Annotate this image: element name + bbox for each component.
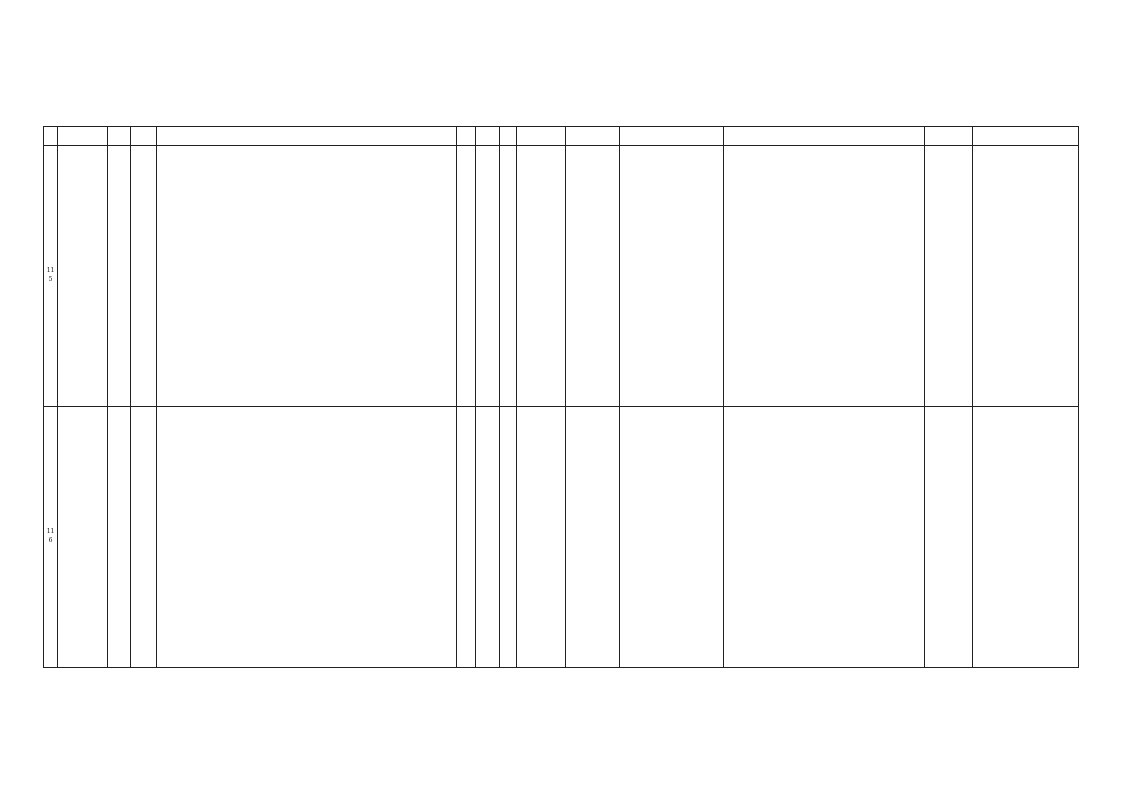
row-item-name [58, 146, 108, 407]
row-item-name [58, 407, 108, 668]
row-dept-duty [516, 146, 565, 407]
row-sub-item [108, 146, 131, 407]
row-org [475, 146, 499, 407]
row-dept-duty [516, 407, 565, 668]
row-level [499, 407, 516, 668]
table-row [44, 146, 1079, 407]
responsibility-table [43, 126, 1079, 668]
header-sub-item [108, 127, 131, 146]
row-accountability-case [924, 407, 972, 668]
header-seq [44, 127, 58, 146]
row-accountability-case [924, 146, 972, 407]
row-power-type [131, 407, 157, 668]
row-power-type [131, 146, 157, 407]
table-header-row [44, 127, 1079, 146]
row-responsibility-basis [620, 146, 724, 407]
row-responsibility [565, 407, 619, 668]
header-remarks [972, 127, 1078, 146]
row-seq: 116 [44, 407, 58, 668]
header-responsibility-basis [620, 127, 724, 146]
header-org [475, 127, 499, 146]
table-row [44, 407, 1079, 668]
row-basis [157, 146, 457, 407]
row-responsibility-basis [620, 407, 724, 668]
row-target-scope [724, 407, 924, 668]
header-basis [157, 127, 457, 146]
header-item-name [58, 127, 108, 146]
row-remarks [972, 146, 1078, 407]
row-subject [456, 407, 475, 668]
row-org [475, 407, 499, 668]
header-target-scope [724, 127, 924, 146]
row-target-scope [724, 146, 924, 407]
row-sub-item [108, 407, 131, 668]
header-accountability-case [924, 127, 972, 146]
row-subject [456, 146, 475, 407]
header-responsibility [565, 127, 619, 146]
header-level [499, 127, 516, 146]
row-remarks [972, 407, 1078, 668]
header-subject [456, 127, 475, 146]
row-responsibility [565, 146, 619, 407]
row-seq: 115 [44, 146, 58, 407]
header-power-type [131, 127, 157, 146]
row-level [499, 146, 516, 407]
row-basis [157, 407, 457, 668]
header-dept-duty [516, 127, 565, 146]
